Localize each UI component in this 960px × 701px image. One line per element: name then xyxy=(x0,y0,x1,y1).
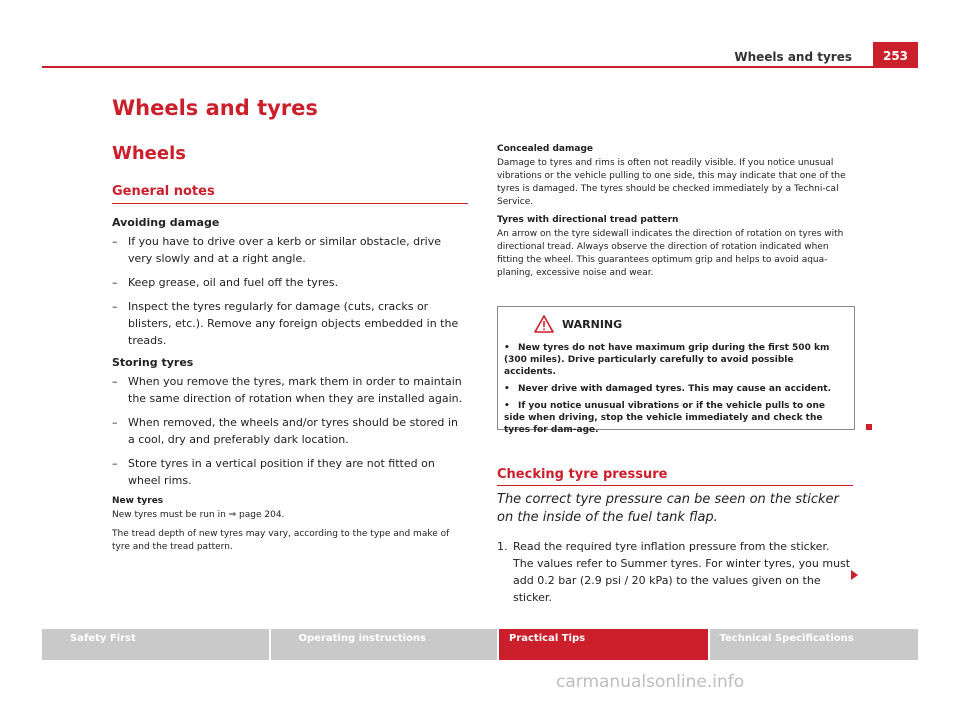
section-title: Wheels xyxy=(112,143,186,164)
step-number: 1. xyxy=(497,540,508,553)
directional-heading: Tyres with directional tread pattern xyxy=(497,215,679,225)
list-item: – Store tyres in a vertical position if they are not fitted on wheel rims. xyxy=(112,455,468,489)
list-item: – When you remove the tyres, mark them in order to maintain the same direction of rotation when they are installed again. xyxy=(112,373,468,407)
page-title: Wheels and tyres xyxy=(112,96,318,120)
footer-nav xyxy=(42,629,918,660)
avoiding-damage-list xyxy=(112,233,468,349)
bullet-icon: • xyxy=(504,401,510,411)
new-tyres-text: The tread depth of new tyres may vary, according to the type and make of tyre and the tread pattern. xyxy=(112,529,450,552)
step-1 xyxy=(497,538,853,606)
header-rule xyxy=(42,66,918,68)
tyre-pressure-intro: The correct tyre pressure can be seen on the sticker on the inside of the fuel tank flap. xyxy=(497,492,839,525)
continue-arrow-icon xyxy=(851,570,858,580)
new-tyres-reference[interactable]: New tyres must be run in ⇒ page 204. xyxy=(112,510,285,520)
page-number: 253 xyxy=(873,42,918,68)
warning-box xyxy=(497,306,855,435)
warning-header xyxy=(498,307,854,340)
subsection-rule xyxy=(112,203,468,204)
list-item: – Keep grease, oil and fuel off the tyres. xyxy=(112,274,468,291)
warning-item-text: If you notice unusual vibrations or if the vehicle pulls to one side when driving, stop the vehicle immediately and check the tyres for dam-age. xyxy=(504,401,825,435)
warning-item xyxy=(504,383,846,395)
storing-tyres-list xyxy=(112,373,468,489)
warning-item-text: Never drive with damaged tyres. This may cause an accident. xyxy=(518,384,832,394)
avoiding-damage-heading: Avoiding damage xyxy=(112,216,220,229)
new-tyres-heading: New tyres xyxy=(112,496,164,506)
bullet-icon: • xyxy=(504,384,510,394)
list-item: – When removed, the wheels and/or tyres should be stored in a cool, dry and preferably dark location. xyxy=(112,414,468,448)
left-column xyxy=(112,214,468,560)
list-item: – If you have to drive over a kerb or similar obstacle, drive very slowly and at a right angle. xyxy=(112,233,468,267)
right-column xyxy=(497,144,853,285)
warning-item xyxy=(504,342,846,378)
warning-item xyxy=(504,400,846,436)
warning-triangle-icon xyxy=(534,315,554,333)
tyre-pressure-rule xyxy=(497,485,853,486)
concealed-damage-text: Damage to tyres and rims is often not readily visible. If you notice unusual vibrations or the vehicle pulling to one side, this may indicate that one of the tyres is damaged. The tyres should be checked immediately by a Techni-cal Service. xyxy=(497,158,846,207)
tab-operating-instructions[interactable]: Operating instructions xyxy=(271,629,498,660)
storing-tyres-heading: Storing tyres xyxy=(112,356,194,369)
running-title: Wheels and tyres xyxy=(734,50,852,64)
concealed-damage-heading: Concealed damage xyxy=(497,144,593,154)
section-end-mark xyxy=(866,424,872,430)
tab-technical-specifications[interactable]: Technical Specifications xyxy=(710,629,919,660)
bullet-icon: • xyxy=(504,343,510,353)
watermark: carmanualsonline.info xyxy=(556,672,745,692)
tyre-pressure-heading: Checking tyre pressure xyxy=(497,467,668,482)
warning-list xyxy=(504,342,846,441)
warning-label: WARNING xyxy=(562,318,623,331)
list-item: – Inspect the tyres regularly for damage (cuts, cracks or blisters, etc.). Remove any foreign objects embedded in the treads. xyxy=(112,298,468,349)
directional-text: An arrow on the tyre sidewall indicates the direction of rotation on tyres with directional tread. Always observe the direction of rotation indicated when fitting the wheel. This guarantees optimum grip and helps to avoid aqua-planing, excessive noise and wear. xyxy=(497,229,844,278)
tab-practical-tips[interactable]: Practical Tips xyxy=(499,629,708,660)
tab-safety-first[interactable]: Safety First xyxy=(42,629,269,660)
subsection-title: General notes xyxy=(112,184,215,199)
warning-item-text: New tyres do not have maximum grip during the first 500 km (300 miles). Drive particularly carefully to avoid possible accidents. xyxy=(504,343,830,377)
step-text: Read the required tyre inflation pressure from the sticker. The values refer to Summer tyres. For winter tyres, you must add 0.2 bar (2.9 psi / 20 kPa) to the values given on the sticker. xyxy=(513,540,851,604)
